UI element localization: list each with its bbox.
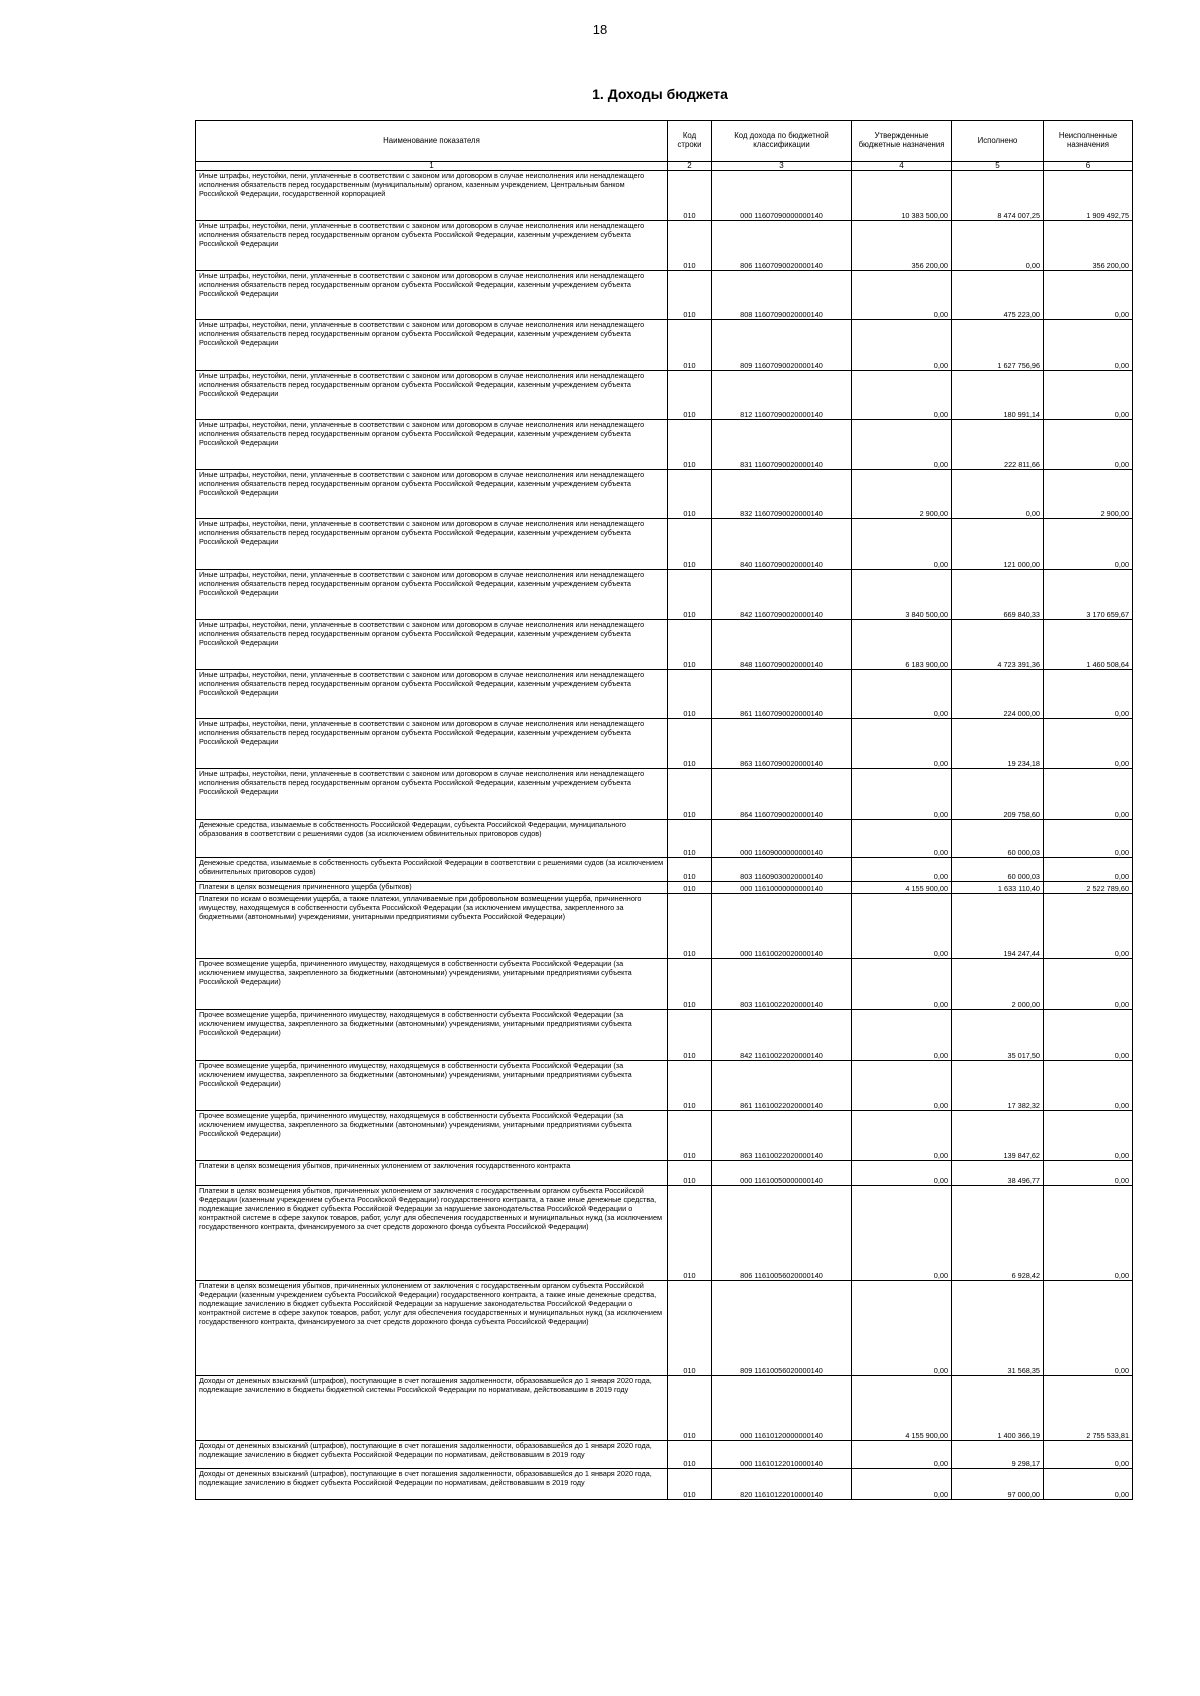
row-unexecuted: 0,00 [1044, 1061, 1133, 1111]
row-executed: 60 000,03 [952, 820, 1044, 858]
row-code: 010 [668, 1186, 712, 1281]
table-row [196, 371, 1133, 420]
table-row [196, 1441, 1133, 1469]
table-row [196, 1111, 1133, 1161]
row-approved: 0,00 [852, 959, 952, 1010]
row-executed: 475 223,00 [952, 271, 1044, 320]
row-executed: 97 000,00 [952, 1469, 1044, 1500]
row-code: 010 [668, 221, 712, 271]
row-executed: 8 474 007,25 [952, 171, 1044, 221]
row-unexecuted: 0,00 [1044, 959, 1133, 1010]
row-approved: 2 900,00 [852, 470, 952, 519]
row-executed: 9 298,17 [952, 1441, 1044, 1469]
row-name: Прочее возмещение ущерба, причиненного имуществу, находящемуся в собственности субъекта Российской Федерации (за исключением имущества, закрепленного за бюджетными (автономными) учреждениями, унитарными предприятиями субъекта Российской Федерации) [196, 1010, 668, 1061]
table-row [196, 1376, 1133, 1441]
row-unexecuted: 0,00 [1044, 519, 1133, 570]
row-kbk: 809 11610056020000140 [712, 1281, 852, 1376]
row-kbk: 863 11607090020000140 [712, 719, 852, 769]
table-row [196, 620, 1133, 670]
row-kbk: 864 11607090020000140 [712, 769, 852, 820]
row-executed: 194 247,44 [952, 894, 1044, 959]
row-approved: 356 200,00 [852, 221, 952, 271]
row-kbk: 831 11607090020000140 [712, 420, 852, 470]
table-row [196, 271, 1133, 320]
row-unexecuted: 0,00 [1044, 719, 1133, 769]
row-name: Иные штрафы, неустойки, пени, уплаченные в соответствии с законом или договором в случае неисполнения или ненадлежащего исполнения обязательств перед государственным органом субъекта Российской Федерации, казенным учреждением субъекта Российской Федерации [196, 620, 668, 670]
row-executed: 38 496,77 [952, 1161, 1044, 1186]
row-kbk: 000 11610120000000140 [712, 1376, 852, 1441]
row-unexecuted: 0,00 [1044, 320, 1133, 371]
row-code: 010 [668, 171, 712, 221]
row-name: Доходы от денежных взысканий (штрафов), поступающие в счет погашения задолженности, образовавшейся до 1 января 2020 года, подлежащие зачислению в бюджет субъекта Российской Федерации по нормативам, действовавшим в 2019 году [196, 1441, 668, 1469]
table-row [196, 894, 1133, 959]
row-executed: 17 382,32 [952, 1061, 1044, 1111]
row-kbk: 000 11609000000000140 [712, 820, 852, 858]
row-approved: 3 840 500,00 [852, 570, 952, 620]
row-unexecuted: 0,00 [1044, 1469, 1133, 1500]
row-approved: 0,00 [852, 769, 952, 820]
row-name: Доходы от денежных взысканий (штрафов), поступающие в счет погашения задолженности, образовавшейся до 1 января 2020 года, подлежащие зачислению в бюджеты бюджетной системы Российской Федерации по нормативам, действовавшим в 2019 году [196, 1376, 668, 1441]
row-approved: 0,00 [852, 1186, 952, 1281]
row-name: Иные штрафы, неустойки, пени, уплаченные в соответствии с законом или договором в случае неисполнения или ненадлежащего исполнения обязательств перед государственным органом субъекта Российской Федерации, казенным учреждением субъекта Российской Федерации [196, 271, 668, 320]
column-header-name: Наименование показателя [196, 121, 668, 162]
column-header-code: Код строки [668, 121, 712, 162]
row-kbk: 842 11607090020000140 [712, 570, 852, 620]
row-unexecuted: 1 460 508,64 [1044, 620, 1133, 670]
table-row [196, 470, 1133, 519]
table-row [196, 719, 1133, 769]
page-number: 18 [592, 22, 608, 37]
row-approved: 4 155 900,00 [852, 882, 952, 894]
row-kbk: 000 11610000000000140 [712, 882, 852, 894]
row-unexecuted: 0,00 [1044, 670, 1133, 719]
row-name: Иные штрафы, неустойки, пени, уплаченные в соответствии с законом или договором в случае неисполнения или ненадлежащего исполнения обязательств перед государственным органом субъекта Российской Федерации, казенным учреждением субъекта Российской Федерации [196, 769, 668, 820]
row-name: Иные штрафы, неустойки, пени, уплаченные в соответствии с законом или договором в случае неисполнения или ненадлежащего исполнения обязательств перед государственным органом субъекта Российской Федерации, казенным учреждением субъекта Российской Федерации [196, 670, 668, 719]
row-unexecuted: 0,00 [1044, 371, 1133, 420]
table-row [196, 1186, 1133, 1281]
row-unexecuted: 0,00 [1044, 769, 1133, 820]
row-approved: 0,00 [852, 320, 952, 371]
row-executed: 2 000,00 [952, 959, 1044, 1010]
row-kbk: 809 11607090020000140 [712, 320, 852, 371]
row-kbk: 863 11610022020000140 [712, 1111, 852, 1161]
row-code: 010 [668, 320, 712, 371]
row-executed: 6 928,42 [952, 1186, 1044, 1281]
row-name: Прочее возмещение ущерба, причиненного имуществу, находящемуся в собственности субъекта Российской Федерации (за исключением имущества, закрепленного за бюджетными (автономными) учреждениями, унитарными предприятиями субъекта Российской Федерации) [196, 1111, 668, 1161]
row-unexecuted: 356 200,00 [1044, 221, 1133, 271]
row-executed: 1 400 366,19 [952, 1376, 1044, 1441]
row-unexecuted: 3 170 659,67 [1044, 570, 1133, 620]
row-code: 010 [668, 820, 712, 858]
row-kbk: 848 11607090020000140 [712, 620, 852, 670]
row-unexecuted: 2 900,00 [1044, 470, 1133, 519]
table-row [196, 1281, 1133, 1376]
header-row [196, 121, 1133, 162]
row-name: Платежи в целях возмещения убытков, причиненных уклонением от заключения с государственным органом субъекта Российской Федерации (казенным учреждением субъекта Российской Федерации) государственного контракта, а также иные денежные средства, подлежащие зачислению в бюджет субъекта Российской Федерации за нарушение законодательства Российской Федерации о контрактной системе в сфере закупок товаров, работ, услуг для обеспечения государственных и муниципальных нужд (за исключением государственного контракта, финансируемого за счет средств дорожного фонда субъекта Российской Федерации) [196, 1281, 668, 1376]
row-name: Иные штрафы, неустойки, пени, уплаченные в соответствии с законом или договором в случае неисполнения или ненадлежащего исполнения обязательств перед государственным органом субъекта Российской Федерации, казенным учреждением субъекта Российской Федерации [196, 320, 668, 371]
row-name: Иные штрафы, неустойки, пени, уплаченные в соответствии с законом или договором в случае неисполнения или ненадлежащего исполнения обязательств перед государственным органом субъекта Российской Федерации, казенным учреждением субъекта Российской Федерации [196, 371, 668, 420]
row-unexecuted: 0,00 [1044, 858, 1133, 882]
row-executed: 180 991,14 [952, 371, 1044, 420]
row-unexecuted: 0,00 [1044, 1010, 1133, 1061]
row-executed: 139 847,62 [952, 1111, 1044, 1161]
column-header-executed: Исполнено [952, 121, 1044, 162]
row-code: 010 [668, 858, 712, 882]
row-approved: 6 183 900,00 [852, 620, 952, 670]
row-unexecuted: 0,00 [1044, 1441, 1133, 1469]
row-unexecuted: 0,00 [1044, 420, 1133, 470]
table-body [196, 171, 1133, 1500]
row-kbk: 861 11610022020000140 [712, 1061, 852, 1111]
row-unexecuted: 0,00 [1044, 1161, 1133, 1186]
column-number: 3 [712, 162, 852, 171]
row-kbk: 806 11607090020000140 [712, 221, 852, 271]
column-header-approved: Утвержденные бюджетные назначения [852, 121, 952, 162]
row-kbk: 840 11607090020000140 [712, 519, 852, 570]
row-kbk: 812 11607090020000140 [712, 371, 852, 420]
row-executed: 1 627 756,96 [952, 320, 1044, 371]
row-kbk: 861 11607090020000140 [712, 670, 852, 719]
row-code: 010 [668, 271, 712, 320]
row-name: Иные штрафы, неустойки, пени, уплаченные в соответствии с законом или договором в случае неисполнения или ненадлежащего исполнения обязательств перед государственным органом субъекта Российской Федерации, казенным учреждением субъекта Российской Федерации [196, 570, 668, 620]
row-unexecuted: 0,00 [1044, 820, 1133, 858]
column-header-kbk: Код дохода по бюджетной классификации [712, 121, 852, 162]
row-approved: 0,00 [852, 894, 952, 959]
row-approved: 4 155 900,00 [852, 1376, 952, 1441]
row-unexecuted: 0,00 [1044, 271, 1133, 320]
row-name: Денежные средства, изымаемые в собственность субъекта Российской Федерации в соответствии с решениями судов (за исключением обвинительных приговоров судов) [196, 858, 668, 882]
row-approved: 0,00 [852, 719, 952, 769]
row-executed: 224 000,00 [952, 670, 1044, 719]
row-name: Прочее возмещение ущерба, причиненного имуществу, находящемуся в собственности субъекта Российской Федерации (за исключением имущества, закрепленного за бюджетными (автономными) учреждениями, унитарными предприятиями субъекта Российской Федерации) [196, 1061, 668, 1111]
row-approved: 0,00 [852, 858, 952, 882]
table-row [196, 171, 1133, 221]
row-approved: 0,00 [852, 1441, 952, 1469]
row-code: 010 [668, 882, 712, 894]
row-name: Иные штрафы, неустойки, пени, уплаченные в соответствии с законом или договором в случае неисполнения или ненадлежащего исполнения обязательств перед государственным органом субъекта Российской Федерации, казенным учреждением субъекта Российской Федерации [196, 221, 668, 271]
row-approved: 0,00 [852, 1281, 952, 1376]
row-executed: 0,00 [952, 221, 1044, 271]
row-executed: 60 000,03 [952, 858, 1044, 882]
row-kbk: 000 11610020020000140 [712, 894, 852, 959]
column-header-unexecuted: Неисполненные назначения [1044, 121, 1133, 162]
row-approved: 0,00 [852, 371, 952, 420]
table-row [196, 1469, 1133, 1500]
page-title: 1. Доходы бюджета [592, 86, 728, 102]
row-name: Иные штрафы, неустойки, пени, уплаченные в соответствии с законом или договором в случае неисполнения или ненадлежащего исполнения обязательств перед государственным органом субъекта Российской Федерации, казенным учреждением субъекта Российской Федерации [196, 420, 668, 470]
row-code: 010 [668, 670, 712, 719]
row-executed: 121 000,00 [952, 519, 1044, 570]
row-unexecuted: 2 522 789,60 [1044, 882, 1133, 894]
row-code: 010 [668, 959, 712, 1010]
table-row [196, 320, 1133, 371]
row-name: Платежи в целях возмещения убытков, причиненных уклонением от заключения с государственным органом субъекта Российской Федерации (казенным учреждением субъекта Российской Федерации) государственного контракта, а также иные денежные средства, подлежащие зачислению в бюджет субъекта Российской Федерации за нарушение законодательства Российской Федерации о контрактной системе в сфере закупок товаров, работ, услуг для обеспечения государственных и муниципальных нужд (за исключением государственного контракта, финансируемого за счет средств дорожного фонда субъекта Российской Федерации) [196, 1186, 668, 1281]
row-code: 010 [668, 620, 712, 670]
row-name: Иные штрафы, неустойки, пени, уплаченные в соответствии с законом или договором в случае неисполнения или ненадлежащего исполнения обязательств перед государственным (муниципальным) органом, казенным учреждением, Центральным банком Российской Федерации, государственной корпорацией [196, 171, 668, 221]
row-code: 010 [668, 1281, 712, 1376]
row-name: Денежные средства, изымаемые в собственность Российской Федерации, субъекта Российской Федерации, муниципального образования в соответствии с решениями судов (за исключением обвинительных приговоров судов) [196, 820, 668, 858]
row-name: Доходы от денежных взысканий (штрафов), поступающие в счет погашения задолженности, образовавшейся до 1 января 2020 года, подлежащие зачислению в бюджет субъекта Российской Федерации по нормативам, действовавшим в 2019 году [196, 1469, 668, 1500]
row-code: 010 [668, 519, 712, 570]
column-number: 6 [1044, 162, 1133, 171]
row-name: Платежи в целях возмещения причиненного ущерба (убытков) [196, 882, 668, 894]
budget-revenue-table [195, 120, 1133, 1500]
row-executed: 31 568,35 [952, 1281, 1044, 1376]
row-unexecuted: 0,00 [1044, 1111, 1133, 1161]
column-number: 2 [668, 162, 712, 171]
row-unexecuted: 0,00 [1044, 1186, 1133, 1281]
row-code: 010 [668, 1376, 712, 1441]
row-kbk: 842 11610022020000140 [712, 1010, 852, 1061]
row-kbk: 803 11610022020000140 [712, 959, 852, 1010]
table-row [196, 820, 1133, 858]
table-row [196, 570, 1133, 620]
row-code: 010 [668, 470, 712, 519]
row-unexecuted: 0,00 [1044, 894, 1133, 959]
row-executed: 209 758,60 [952, 769, 1044, 820]
row-approved: 0,00 [852, 1111, 952, 1161]
table-row [196, 769, 1133, 820]
table-row [196, 221, 1133, 271]
row-kbk: 806 11610056020000140 [712, 1186, 852, 1281]
row-code: 010 [668, 1161, 712, 1186]
column-number: 4 [852, 162, 952, 171]
row-name: Платежи в целях возмещения убытков, причиненных уклонением от заключения государственного контракта [196, 1161, 668, 1186]
table-row [196, 420, 1133, 470]
table-row [196, 670, 1133, 719]
row-kbk: 000 11607090000000140 [712, 171, 852, 221]
row-approved: 0,00 [852, 1161, 952, 1186]
row-code: 010 [668, 1010, 712, 1061]
row-approved: 0,00 [852, 420, 952, 470]
row-approved: 0,00 [852, 670, 952, 719]
row-name: Иные штрафы, неустойки, пени, уплаченные в соответствии с законом или договором в случае неисполнения или ненадлежащего исполнения обязательств перед государственным органом субъекта Российской Федерации, казенным учреждением субъекта Российской Федерации [196, 470, 668, 519]
column-number: 5 [952, 162, 1044, 171]
table-row [196, 1010, 1133, 1061]
row-code: 010 [668, 371, 712, 420]
table-row [196, 882, 1133, 894]
row-unexecuted: 2 755 533,81 [1044, 1376, 1133, 1441]
row-approved: 0,00 [852, 1061, 952, 1111]
row-unexecuted: 0,00 [1044, 1281, 1133, 1376]
row-name: Прочее возмещение ущерба, причиненного имуществу, находящемуся в собственности субъекта Российской Федерации (за исключением имущества, закрепленного за бюджетными (автономными) учреждениями, унитарными предприятиями субъекта Российской Федерации) [196, 959, 668, 1010]
row-executed: 4 723 391,36 [952, 620, 1044, 670]
row-approved: 10 383 500,00 [852, 171, 952, 221]
row-name: Иные штрафы, неустойки, пени, уплаченные в соответствии с законом или договором в случае неисполнения или ненадлежащего исполнения обязательств перед государственным органом субъекта Российской Федерации, казенным учреждением субъекта Российской Федерации [196, 719, 668, 769]
row-executed: 222 811,66 [952, 420, 1044, 470]
row-executed: 0,00 [952, 470, 1044, 519]
row-kbk: 808 11607090020000140 [712, 271, 852, 320]
row-code: 010 [668, 769, 712, 820]
row-kbk: 832 11607090020000140 [712, 470, 852, 519]
row-code: 010 [668, 1469, 712, 1500]
row-approved: 0,00 [852, 1010, 952, 1061]
row-executed: 669 840,33 [952, 570, 1044, 620]
row-approved: 0,00 [852, 820, 952, 858]
row-kbk: 803 11609030020000140 [712, 858, 852, 882]
row-approved: 0,00 [852, 1469, 952, 1500]
table-row [196, 1061, 1133, 1111]
row-code: 010 [668, 719, 712, 769]
row-kbk: 820 11610122010000140 [712, 1469, 852, 1500]
table-row [196, 1161, 1133, 1186]
table-row [196, 959, 1133, 1010]
row-code: 010 [668, 894, 712, 959]
row-approved: 0,00 [852, 271, 952, 320]
row-executed: 19 234,18 [952, 719, 1044, 769]
row-name: Платежи по искам о возмещении ущерба, а также платежи, уплачиваемые при добровольном возмещении ущерба, причиненного имуществу, находящемуся в собственности субъекта Российской Федерации (за исключением имущества, закрепленного за бюджетными (автономными) учреждениями, унитарными предприятиями субъекта Российской Федерации) [196, 894, 668, 959]
row-executed: 35 017,50 [952, 1010, 1044, 1061]
table-row [196, 519, 1133, 570]
table-header [196, 121, 1133, 171]
table-row [196, 858, 1133, 882]
row-kbk: 000 11610050000000140 [712, 1161, 852, 1186]
column-number: 1 [196, 162, 668, 171]
row-executed: 1 633 110,40 [952, 882, 1044, 894]
row-name: Иные штрафы, неустойки, пени, уплаченные в соответствии с законом или договором в случае неисполнения или ненадлежащего исполнения обязательств перед государственным органом субъекта Российской Федерации, казенным учреждением субъекта Российской Федерации [196, 519, 668, 570]
row-kbk: 000 11610122010000140 [712, 1441, 852, 1469]
row-code: 010 [668, 570, 712, 620]
row-approved: 0,00 [852, 519, 952, 570]
row-code: 010 [668, 1441, 712, 1469]
column-number-row [196, 162, 1133, 171]
row-unexecuted: 1 909 492,75 [1044, 171, 1133, 221]
row-code: 010 [668, 1061, 712, 1111]
row-code: 010 [668, 1111, 712, 1161]
row-code: 010 [668, 420, 712, 470]
